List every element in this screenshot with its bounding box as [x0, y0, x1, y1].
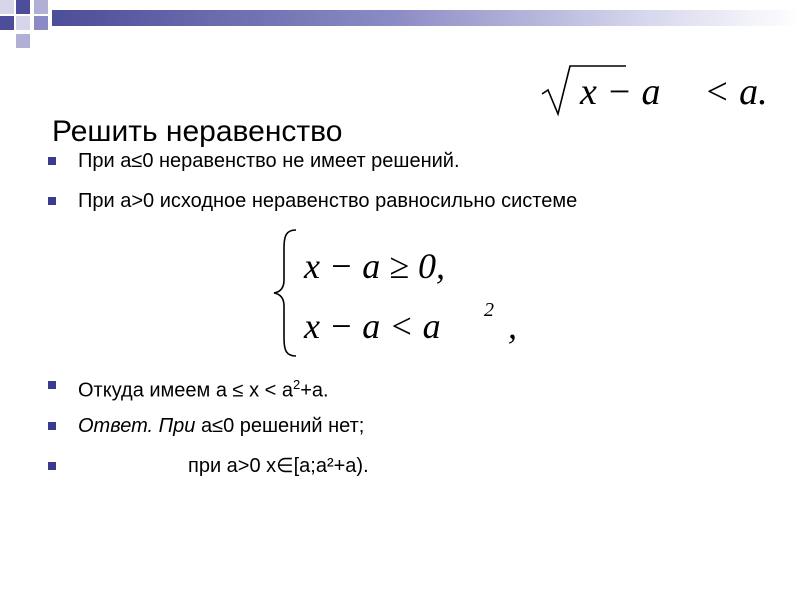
exponent: 2 [292, 377, 301, 392]
formula-sqrt-inequality [540, 60, 790, 120]
bullet-marker [48, 422, 56, 430]
formula-sqrt-content: x − a [580, 71, 661, 113]
bullet-text: при a>0 x∈[a;a²+a). [188, 455, 369, 477]
corner-square [0, 0, 14, 14]
corner-square [16, 0, 30, 14]
corner-square [16, 34, 30, 48]
bullet-text: +a. [300, 379, 329, 402]
corner-square [0, 16, 14, 30]
bullet-line-1 [78, 149, 460, 173]
system-brace [274, 230, 296, 356]
bullet-marker [48, 462, 56, 470]
bullet-marker [48, 197, 56, 205]
bullet-marker [48, 381, 56, 389]
system-line-2-comma: , [508, 306, 517, 346]
corner-square [34, 16, 48, 30]
corner-square [34, 0, 48, 14]
bullet-line-2 [78, 189, 577, 213]
formula-rhs: < a. [704, 71, 768, 113]
bullet-text: При a>0 исходное неравенство равносильно системе [78, 190, 578, 212]
bullet-marker [48, 157, 56, 165]
bullet-text: При a≤0 неравенство не имеет решений. [78, 150, 460, 172]
inequality-system [272, 228, 532, 358]
system-line-2: x − a < a [304, 306, 441, 346]
bullet-line-4 [78, 414, 364, 438]
header-gradient-bar [52, 10, 800, 26]
bullet-line-5 [188, 454, 369, 478]
answer-label: Ответ. При [78, 415, 201, 437]
page-title: Решить неравенство [52, 115, 343, 148]
system-line-2-exponent: 2 [484, 299, 494, 321]
bullet-text: Откуда имеем a ≤ x < a [78, 379, 293, 402]
bullet-text: a≤0 решений нет; [200, 415, 365, 437]
system-line-1: x − a ≥ 0, [304, 246, 446, 286]
corner-square [16, 16, 30, 30]
bullet-line-3 [78, 373, 329, 403]
